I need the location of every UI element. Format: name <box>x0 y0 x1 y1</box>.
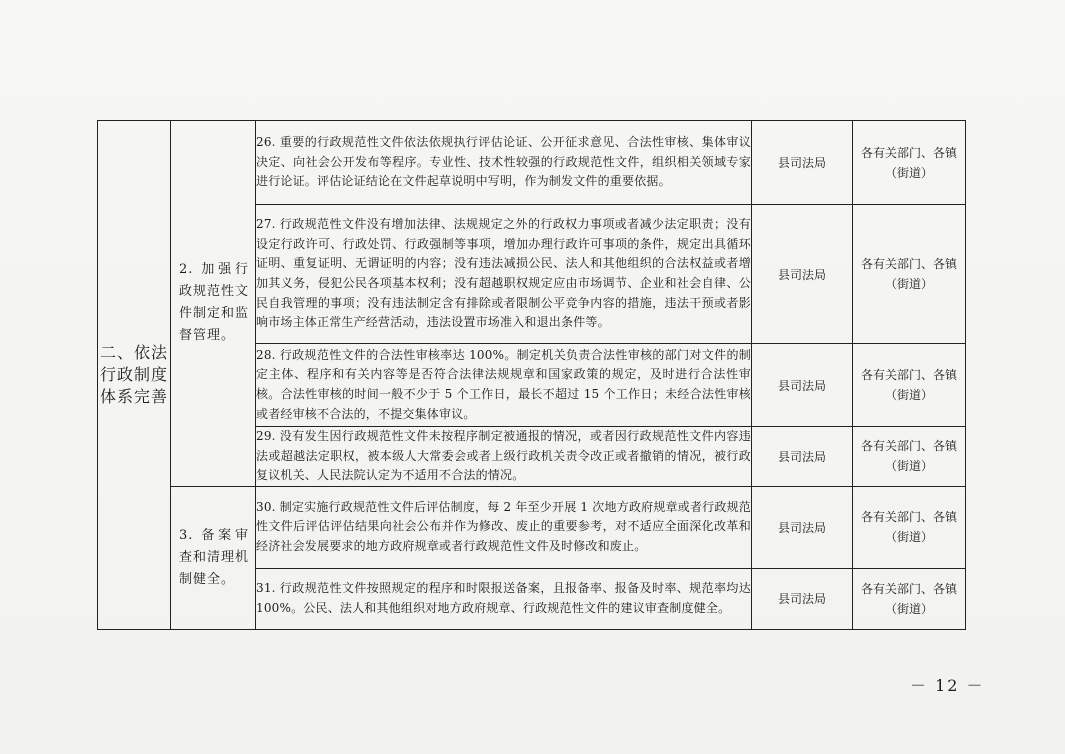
cooperating-units: 各有关部门、各镇（街道） <box>853 568 966 629</box>
item-text: 29. 没有发生因行政规范性文件未按程序制定被通报的情况，或者因行政规范性文件内容违法或超越法定职权，被本级人大常委会或者上级行政机关责令改正或者撤销的情况，被行政复议机关、人民法院认定为不适用不合法的情况。 <box>256 427 752 487</box>
cooperating-units: 各有关部门、各镇（街道） <box>853 427 966 487</box>
table-row <box>98 486 966 568</box>
cooperating-units: 各有关部门、各镇（街道） <box>853 486 966 568</box>
category-label: 二、依法行政制度体系完善 <box>99 342 168 406</box>
item-text: 26. 重要的行政规范性文件依法依规执行评估论证、公开征求意见、合法性审核、集体审议决定、向社会公开发布等程序。专业性、技术性较强的行政规范性文件，组织相关领域专家进行论证。评估论证结论在文件起草说明中写明，作为制发文件的重要依据。 <box>256 121 752 205</box>
subsection-cell <box>171 486 256 629</box>
item-text: 27. 行政规范性文件没有增加法律、法规规定之外的行政权力事项或者减少法定职责；没有设定行政许可、行政处罚、行政强制等事项，增加办理行政许可事项的条件，规定出具循环证明、重复证明、无谓证明的内容；没有违法减损公民、法人和其他组织的合法权益或者增加其义务，侵犯公民各项基本权利；没有超越职权规定应由市场调节、企业和社会自律、公民自我管理的事项；没有违法制定含有排除或者限制公平竞争内容的措施，违法干预或者影响市场主体正常生产经营活动，违法设置市场准入和退出条件等。 <box>256 205 752 344</box>
cooperating-units: 各有关部门、各镇（街道） <box>853 344 966 427</box>
item-text: 28. 行政规范性文件的合法性审核率达 100%。制定机关负责合法性审核的部门对文件的制定主体、程序和有关内容等是否符合法律法规规章和国家政策的规定，及时进行合法性审核。合法性审核的时间一般不少于 5 个工作日，最长不超过 15 个工作日；未经合法性审核或者经审核不合法的，不提交集体审议。 <box>256 344 752 427</box>
page-number: － 12 － <box>910 676 985 695</box>
task-table <box>97 120 966 630</box>
item-text: 31. 行政规范性文件按照规定的程序和时限报送备案，且报备率、报备及时率、规范率均达 100%。公民、法人和其他组织对地方政府规章、行政规范性文件的建议审查制度健全。 <box>256 568 752 629</box>
responsible-unit: 县司法局 <box>752 121 853 205</box>
responsible-unit: 县司法局 <box>752 427 853 487</box>
cooperating-units: 各有关部门、各镇（街道） <box>853 121 966 205</box>
subsection-label: 2. 加强行政规范性文件制定和监督管理。 <box>179 262 250 344</box>
table-row <box>98 121 966 205</box>
item-text: 30. 制定实施行政规范性文件后评估制度，每 2 年至少开展 1 次地方政府规章或者行政规范性文件后评估评估结果向社会公布并作为修改、废止的重要参考，对不适应全面深化改革和经济社会发展要求的地方政府规章或者行政规范性文件及时修改和废止。 <box>256 486 752 568</box>
responsible-unit: 县司法局 <box>752 344 853 427</box>
category-cell <box>98 121 171 630</box>
subsection-label: 3. 备案审查和清理机制健全。 <box>179 527 250 587</box>
responsible-unit: 县司法局 <box>752 486 853 568</box>
responsible-unit: 县司法局 <box>752 568 853 629</box>
responsible-unit: 县司法局 <box>752 205 853 344</box>
subsection-cell <box>171 121 256 487</box>
cooperating-units: 各有关部门、各镇（街道） <box>853 205 966 344</box>
